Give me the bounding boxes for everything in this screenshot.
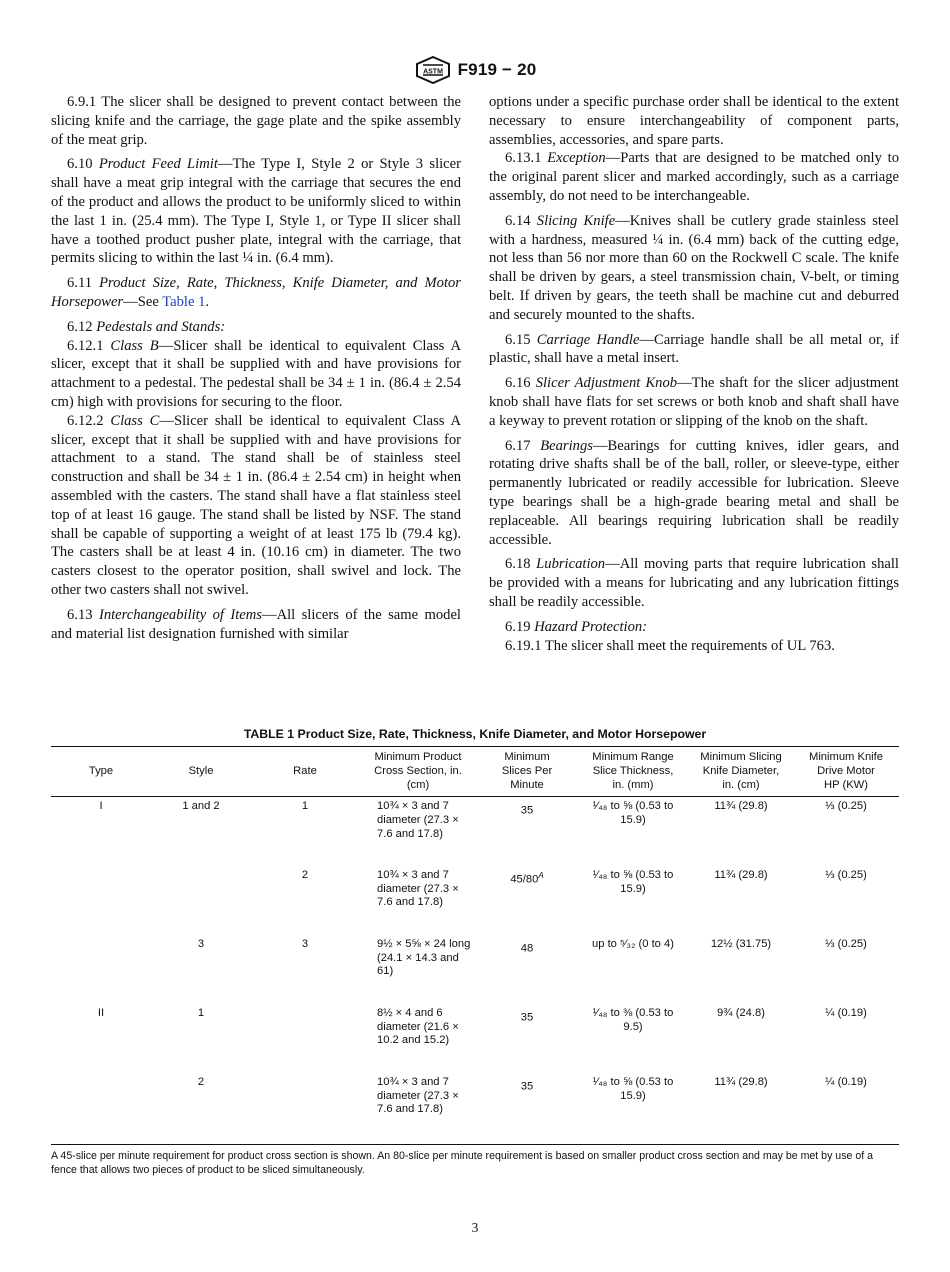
cell-range: ¹⁄₄₈ to ⅝ (0.53 to 15.9): [577, 1073, 689, 1145]
header-rate: Rate: [251, 747, 359, 797]
table-row: [51, 866, 899, 935]
section-6-19: 6.19 Hazard Protection:: [505, 618, 648, 635]
header-style: Style: [151, 747, 251, 797]
cell-cross-section: 10¾ × 3 and 7 diameter (27.3 × 7.6 and 17.8): [377, 868, 459, 909]
cell-motor: ⅓ (0.25): [825, 868, 867, 881]
cell-rate: [251, 1004, 359, 1073]
cell-range: ¹⁄₄₈ to ⅜ (0.53 to 9.5): [592, 1006, 674, 1033]
cell-slices: 35: [520, 805, 534, 818]
section-6-10: 6.10 Product Feed Limit—The Type I, Style 2 or Style 3 slicer shall have a meat grip integral with the carriage that secures the end of the product and allows the product to be uniformly sliced to within the last 1 in. (25.4 mm). The Type I, Style 1, or Type II slicer shall have a toothed product pusher plate, integral with the carriage, that permits slicing to within the last ¼ in. (6.4 mm).: [51, 156, 461, 267]
cell-type: [51, 1073, 151, 1145]
product-table: [51, 746, 899, 1145]
left-column: [51, 93, 461, 649]
cell-slices: 35: [477, 1073, 577, 1145]
cell-rate: [251, 1073, 359, 1145]
cell-style: 3: [197, 937, 205, 950]
cell-rate: 2: [301, 868, 309, 881]
header-cross-section: Minimum Product Cross Section, in. (cm): [359, 747, 477, 797]
cell-style: 2: [151, 1073, 251, 1145]
table-row: [51, 1004, 899, 1073]
cell-style: 1: [197, 1006, 205, 1019]
cell-style: 1 and 2: [182, 800, 220, 813]
cell-cross-section: 9½ × 5⅝ × 24 long (24.1 × 14.3 and 61): [377, 937, 471, 978]
section-6-15: 6.15 Carriage Handle—Carriage handle shall be all metal or, if plastic, shall have a metal insert.: [489, 331, 899, 367]
cell-rate: 1: [301, 800, 309, 813]
cell-knife: 11¾ (29.8): [689, 1073, 793, 1145]
right-column: [489, 93, 899, 661]
logo-text: ASTM: [422, 68, 443, 76]
cell-type: II: [97, 1006, 105, 1019]
footnote-marker: A: [538, 870, 544, 880]
section-6-13-1: 6.13.1 Exception—Parts that are designed to be matched only to the original parent slicer and marked accordingly, such as a carriage assembly, do not need to be interchangeable.: [489, 150, 899, 204]
cell-type: I: [99, 800, 103, 813]
cell-knife: 9¾ (24.8): [717, 1006, 765, 1019]
cell-range: ¹⁄₄₈ to ⅝ (0.53 to 15.9): [592, 868, 674, 895]
cell-knife: 11¾ (29.8): [714, 868, 768, 881]
cell-motor: ⅓ (0.25): [825, 937, 867, 950]
table-title: TABLE 1 Product Size, Rate, Thickness, Knife Diameter, and Motor Horsepower: [243, 727, 707, 741]
table-row: [51, 935, 899, 1004]
cell-motor: ¼ (0.19): [793, 1073, 899, 1145]
cell-motor: ¼ (0.19): [825, 1006, 867, 1019]
table-header-row: [51, 747, 899, 797]
cell-type: [51, 866, 151, 935]
section-6-13-continued: options under a specific purchase order shall be identical to the extent necessary to ensure interchangeability of component parts, assemblies, accessories, and spare parts.: [489, 94, 899, 148]
section-6-13: 6.13 Interchangeability of Items—All slicers of the same model and material list designation furnished with similar: [51, 606, 461, 642]
page-number: 3: [471, 1220, 479, 1235]
cell-range: up to ⁵⁄₃₂ (0 to 4): [592, 937, 674, 950]
cell-knife: 12½ (31.75): [710, 937, 772, 950]
header-range: Minimum Range Slice Thickness, in. (mm): [577, 747, 689, 797]
page-header: [0, 56, 950, 84]
cell-cross-section: 10¾ × 3 and 7 diameter (27.3 × 7.6 and 17.8): [377, 800, 459, 840]
section-6-19-1: 6.19.1 The slicer shall meet the requirements of UL 763.: [505, 637, 835, 654]
table-row: [51, 797, 899, 866]
cell-cross-section: 8½ × 4 and 6 diameter (21.6 × 10.2 and 15.2): [377, 1006, 459, 1047]
astm-logo-icon: [414, 56, 452, 84]
header-knife: Minimum Slicing Knife Diameter, in. (cm): [689, 747, 793, 797]
section-6-18: 6.18 Lubrication—All moving parts that require lubrication shall be provided with a means for lubricating and any lubrication fittings shall be readily accessible.: [489, 556, 899, 610]
section-6-12-1: 6.12.1 Class B—Slicer shall be identical to equivalent Class A slicer, except that it shall be supplied with and have provisions for attachment to a pedestal. The pedestal shall be 34 ± 1 in. (86.4 ± 2.54 cm) high with provisions for securing to the floor.: [51, 337, 461, 410]
cell-slices: 48: [520, 942, 534, 955]
cell-motor: ⅓ (0.25): [825, 800, 867, 813]
section-6-16: 6.16 Slicer Adjustment Knob—The shaft for the slicer adjustment knob shall have flats for set screws or both knob and shaft shall have a keyway to prevent rotation or slipping of the knob on the shaft.: [489, 375, 899, 429]
section-6-12-2: 6.12.2 Class C—Slicer shall be identical to equivalent Class A slicer, except that it shall be supplied with and have provisions for attachment to a stand. The stand shall be of stainless steel construction and shall be 34 ± 1 in. (86.4 ± 2.54 cm) in height when assembled with the casters. The stand shall have a flat stainless steel top of at least 16 gauge. The stand shall be listed by NSF. The stand shall be capable of supporting a weight of at least 175 lb (79.4 kg). The casters shall be at least 4 in. (10.16 cm) in diameter. The two casters closest to the operator position, shall swivel and lock. The other two casters shall not swivel.: [51, 412, 462, 598]
section-6-12: 6.12 Pedestals and Stands:: [67, 318, 226, 335]
cell-slices: $45/80^A$: [510, 870, 544, 886]
table-1-link[interactable]: Table 1: [162, 293, 206, 310]
header-motor: Minimum Knife Drive Motor HP (KW): [793, 747, 899, 797]
cell-cross-section: 10¾ × 3 and 7 diameter (27.3 × 7.6 and 17.8): [359, 1073, 477, 1145]
table-row: [51, 1073, 899, 1145]
document-id: F919 − 20: [457, 60, 537, 79]
cell-style: [151, 866, 251, 935]
table-footnote: A 45-slice per minute requirement for product cross section is shown. An 80-slice per minute requirement is based on smaller product cross section and may be met by use of a fence that allows two pieces of product to be sliced simultaneously.: [51, 1150, 873, 1176]
cell-knife: 11¾ (29.8): [714, 800, 768, 813]
cell-rate: 3: [301, 937, 309, 950]
section-6-9-1: 6.9.1 The slicer shall be designed to prevent contact between the slicing knife and the carriage, the gage plate and the spike assembly of the meat grip.: [51, 94, 461, 148]
cell-slices: 35: [520, 1011, 534, 1024]
section-6-11: 6.11 Product Size, Rate, Thickness, Knife Diameter, and Motor Horsepower—See Table 1.: [51, 275, 461, 310]
cell-range: ¹⁄₄₈ to ⅝ (0.53 to 15.9): [592, 800, 674, 827]
cell-type: [51, 935, 151, 1004]
section-6-17: 6.17 Bearings—Bearings for cutting knives, idler gears, and rotating drive shafts shall be of the ball, roller, or sleeve-type, either permanently lubricated or readily accessible for lubrication. Sleeve type bearings shall be a high-grade bearing metal and shall be replaceable. All bearings requiring lubrication shall be readily accessible.: [489, 437, 899, 548]
header-type: Type: [51, 747, 151, 797]
section-6-14: 6.14 Slicing Knife—Knives shall be cutlery grade stainless steel with a hardness, measured ¼ in. (6.4 mm) back of the cutting edge, not less than 56 nor more than 60 on the Rockwell C scale. The knife shall be driven by gears, a steel transmission chain, V-belt, or timing belt. If driven by gears, the teeth shall be machine cut and deburred and securely mounted to the shafts.: [489, 212, 899, 323]
header-slices: Minimum Slices Per Minute: [477, 747, 577, 797]
